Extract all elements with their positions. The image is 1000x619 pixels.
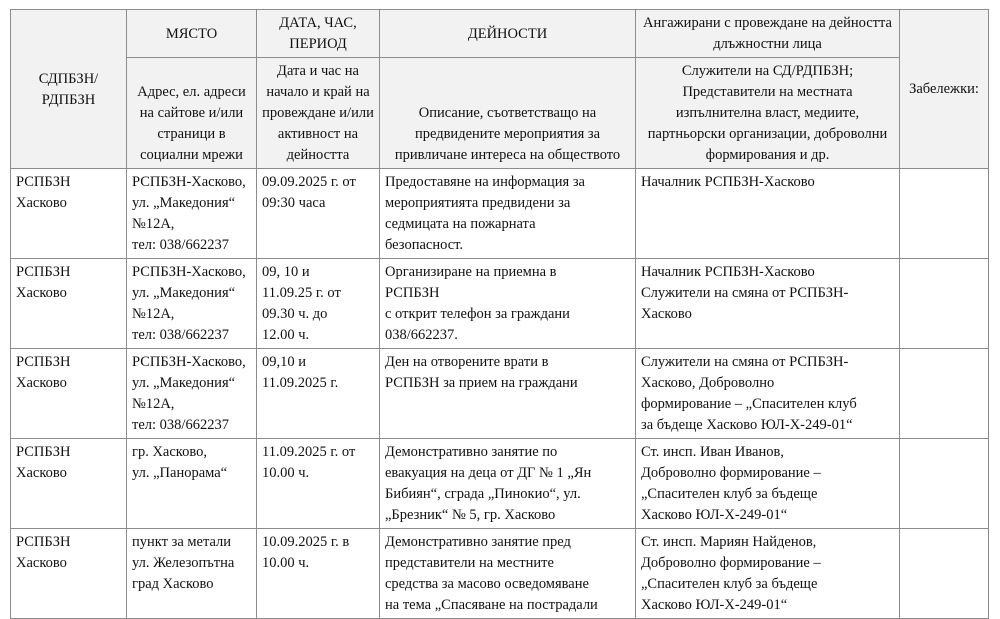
activity-text: Бибиян“, сграда „Пинокио“, ул. [385,486,581,502]
officials-cell [636,169,900,259]
date-text: 12.00 ч. [262,327,310,343]
table-row [11,439,989,529]
place-text: №12А, [132,396,175,412]
subheader-date [257,58,380,169]
activity-text: Организиране на приемна в [385,264,557,280]
place-text: тел: 038/662237 [132,417,229,433]
date-cell [257,349,380,439]
subheader-activity [380,58,636,169]
activity-text: РСПБЗН за прием на граждани [385,375,578,391]
activity-text: Предоставяне на информация за [385,174,585,190]
subheader-officials-label: Служители на СД/РДПБЗН; Представители на местната изпълнителна власт, медиите, партньорски организации, доброволни формирования и др. [647,63,888,163]
subheader-officials [636,58,900,169]
place-cell [127,439,257,529]
header-activity-label: ДЕЙНОСТИ [467,25,548,42]
table-row [11,529,989,619]
subheader-activity-label: Описание, съответстващо на предвидените мероприятия за привличане интереса на обществото [394,105,621,163]
activity-cell [380,529,636,619]
officials-text: Доброволно формирование – [641,465,821,481]
activity-text: 038/662237. [385,327,458,343]
header-unit [11,10,127,169]
activity-text: Демонстративно занятие пред [385,534,571,550]
place-cell [127,529,257,619]
officials-text: Хасково ЮЛ-Х-249-01“ [641,507,788,523]
date-text: 10.00 ч. [262,465,310,481]
date-text: 09, 10 и [262,264,310,280]
date-text: 11.09.2025 г. от [262,444,356,460]
date-text: 09.30 ч. до [262,306,328,322]
unit-cell [11,529,127,619]
place-text: тел: 038/662237 [132,237,229,253]
unit-text: Хасково [16,285,67,301]
unit-text: РСПБЗН [16,444,71,460]
header-officials-label: Ангажирани с провеждане на дейността длъжностни лица [643,15,892,52]
unit-text: Хасково [16,555,67,571]
date-text: 11.09.25 г. от [262,285,341,301]
header-row-bottom [11,58,989,169]
officials-text: Хасково ЮЛ-Х-249-01“ [641,597,788,613]
notes-cell [900,349,989,439]
activity-text: „Брезник“ № 5, гр. Хасково [385,507,556,523]
table-row [11,349,989,439]
activity-cell [380,259,636,349]
header-place [127,10,257,58]
activity-text: Демонстративно занятие по [385,444,558,460]
date-text: 09.09.2025 г. от [262,174,356,190]
header-notes-label: Забележки: [909,81,979,97]
date-text: 09:30 часа [262,195,326,211]
unit-text: РСПБЗН [16,174,71,190]
activity-cell [380,169,636,259]
unit-text: РСПБЗН [16,534,71,550]
place-text: ул. „Македония“ [132,375,236,391]
officials-text: формирование – „Спасителен клуб [641,396,857,412]
notes-cell [900,259,989,349]
subheader-place [127,58,257,169]
unit-text: РСПБЗН [16,354,71,370]
date-text: 11.09.2025 г. [262,375,339,391]
date-cell [257,529,380,619]
date-cell [257,259,380,349]
activity-text: РСПБЗН [385,285,440,301]
officials-cell [636,349,900,439]
header-date-label: ДАТА, ЧАС, ПЕРИОД [279,15,357,52]
officials-text: „Спасителен клуб за бъдеще [641,486,818,502]
date-text: 09,10 и [262,354,307,370]
officials-text: Доброволно формирование – [641,555,821,571]
officials-text: Служители на смяна от РСПБЗН- [641,285,849,301]
activity-text: Ден на отворените врати в [385,354,549,370]
officials-text: Началник РСПБЗН-Хасково [641,264,815,280]
place-text: гр. Хасково, [132,444,207,460]
unit-cell [11,259,127,349]
date-cell [257,169,380,259]
unit-text: Хасково [16,465,67,481]
activity-cell [380,349,636,439]
table-row [11,169,989,259]
date-text: 10.09.2025 г. в [262,534,350,550]
notes-cell [900,439,989,529]
table-row [11,259,989,349]
place-cell [127,169,257,259]
activity-text: евакуация на деца от ДГ № 1 „Ян [385,465,592,481]
place-text: РСПБЗН-Хасково, [132,174,246,190]
activity-text: безопасност. [385,237,464,253]
place-text: тел: 038/662237 [132,327,229,343]
activity-cell [380,439,636,529]
place-cell [127,349,257,439]
place-text: РСПБЗН-Хасково, [132,264,246,280]
header-row-top [11,10,989,58]
table-body [11,169,989,619]
activity-text: средства за масово осведомяване [385,576,589,592]
officials-cell [636,259,900,349]
place-text: ул. „Македония“ [132,285,236,301]
place-text: РСПБЗН-Хасково, [132,354,246,370]
officials-text: Хасково [641,306,692,322]
header-notes [900,10,989,169]
officials-text: Хасково, Доброволно [641,375,775,391]
date-cell [257,439,380,529]
activity-text: на тема „Спасяване на пострадали [385,597,598,613]
header-place-label: МЯСТО [165,25,218,42]
header-officials [636,10,900,58]
officials-text: Ст. инсп. Иван Иванов, [641,444,784,460]
notes-cell [900,169,989,259]
officials-text: Ст. инсп. Мариян Найденов, [641,534,817,550]
document-page [10,9,989,619]
notes-cell [900,529,989,619]
unit-cell [11,349,127,439]
place-text: №12А, [132,216,175,232]
place-cell [127,259,257,349]
officials-text: Служители на смяна от РСПБЗН- [641,354,849,370]
officials-text: за бъдеще Хасково ЮЛ-Х-249-01“ [641,417,853,433]
place-text: ул. „Македония“ [132,195,236,211]
unit-text: РСПБЗН [16,264,71,280]
subheader-place-label: Адрес, ел. адреси на сайтове и/или страници в социални мрежи [137,84,246,163]
officials-text: Началник РСПБЗН-Хасково [641,174,815,190]
place-text: пункт за метали [132,534,232,550]
officials-cell [636,529,900,619]
activities-table [10,9,989,619]
place-text: град Хасково [132,576,214,592]
place-text: ул. Железопътна [132,555,235,571]
activity-text: представители на местните [385,555,554,571]
officials-text: „Спасителен клуб за бъдеще [641,576,818,592]
activity-text: мероприятията предвидени за [385,195,571,211]
header-activity [380,10,636,58]
unit-cell [11,169,127,259]
officials-cell [636,439,900,529]
date-text: 10.00 ч. [262,555,310,571]
activity-text: с открит телефон за граждани [385,306,570,322]
place-text: ул. „Панорама“ [132,465,228,481]
header-date [257,10,380,58]
subheader-date-label: Дата и час на начало и край на провеждане и/или активност на дейността [262,63,374,163]
place-text: №12А, [132,306,175,322]
activity-text: седмицата на пожарната [385,216,536,232]
unit-text: Хасково [16,195,67,211]
unit-cell [11,439,127,529]
unit-text: Хасково [16,375,67,391]
header-unit-label: СДПБЗН/ РДПБЗН [38,70,99,108]
